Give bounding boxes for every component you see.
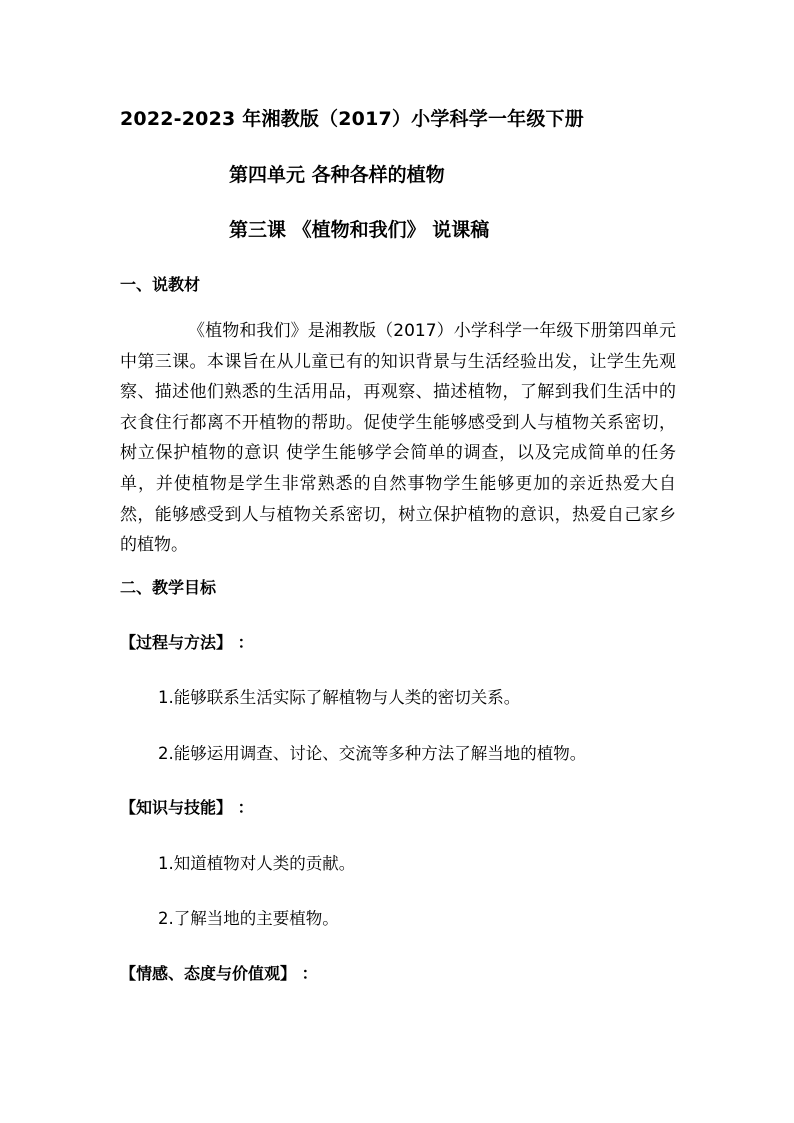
process-item-2: 2.能够运用调查、讨论、交流等多种方法了解当地的植物。: [158, 744, 587, 763]
section-heading-textbook: 一、说教材: [120, 275, 201, 294]
lesson-title: 第三课 《植物和我们》 说课稿: [229, 219, 490, 241]
unit-title: 第四单元 各种各样的植物: [229, 164, 445, 186]
document-title: 2022-2023 年湘教版（2017）小学科学一年级下册: [120, 108, 584, 130]
objective-label-emotion: 【情感、态度与价值观】 ：: [120, 964, 318, 983]
process-item-1: 1.能够联系生活实际了解植物与人类的密切关系。: [158, 688, 521, 707]
objective-label-process: 【过程与方法】 ：: [120, 633, 254, 652]
section-heading-objectives: 二、教学目标: [120, 578, 217, 597]
knowledge-item-2: 2.了解当地的主要植物。: [158, 909, 339, 928]
objective-label-knowledge: 【知识与技能】 ：: [120, 798, 254, 817]
knowledge-item-1: 1.知道植物对人类的贡献。: [158, 854, 356, 873]
textbook-paragraph: 《植物和我们》是湘教版（2017）小学科学一年级下册第四单元中第三课。本课旨在从儿童已有的知识背景与生活经验出发，让学生先观察、描述他们熟悉的生活用品，再观察、描述植物，了解到我们生活中的衣食住行都离不开植物的帮助。促使学生能够感受到人与植物关系密切，树立保护植物的意识 使学生能够学会简单的调查，以及完成简单的任务单，并使植物是学生非常熟悉的自然事物学生能够更加的亲近热爱大自然，能够感受到人与植物关系密切，树立保护植物的意识，热爱自己家乡的植物。: [120, 321, 676, 556]
